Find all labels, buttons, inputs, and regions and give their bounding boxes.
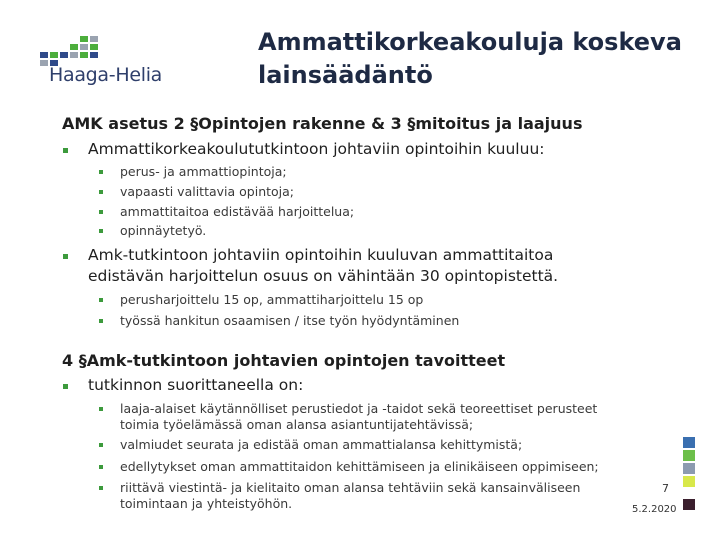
section2-sub-item: laaja-alaiset käytännölliset perustiedot ja -taidot sekä teoreettiset perusteet xyxy=(120,401,598,416)
section2-bullet1: tutkinnon suorittaneella on: xyxy=(88,376,304,394)
sub-bullet-icon xyxy=(99,210,103,214)
bullet-icon xyxy=(63,254,68,259)
sub-bullet-icon xyxy=(99,170,103,174)
sub-bullet-icon xyxy=(99,229,103,233)
section1-bullet1: Ammattikorkeakoulututkintoon johtaviin opintoihin kuuluu: xyxy=(88,140,545,158)
section2-sub-item: riittävä viestintä- ja kielitaito oman alansa tehtäviin sekä kansainväliseen xyxy=(120,480,581,495)
logo-text: Haaga-Helia xyxy=(49,64,163,86)
bullet-icon xyxy=(63,384,68,389)
sub-bullet-icon xyxy=(99,407,103,411)
bullet-icon xyxy=(63,148,68,153)
section1-heading: AMK asetus 2 §Opintojen rakenne & 3 §mitoitus ja laajuus xyxy=(62,114,583,133)
sub-bullet-icon xyxy=(99,443,103,447)
page-title xyxy=(258,26,718,92)
section2-sub-item-cont: toimia työelämässä oman alansa asiantuntijatehtävissä; xyxy=(120,417,474,432)
square-icon xyxy=(683,499,695,510)
page-number: 7 xyxy=(662,482,669,495)
sub-bullet-icon xyxy=(99,319,103,323)
section2-sub-item-cont: toimintaan ja yhteistyöhön. xyxy=(120,496,293,511)
section2-heading: 4 §Amk-tutkintoon johtavien opintojen tavoitteet xyxy=(62,351,506,370)
section1-sub-item: työssä hankitun osaamisen / itse työn hyödyntäminen xyxy=(120,313,460,328)
section2-sub-item: valmiudet seurata ja edistää oman ammattialansa kehittymistä; xyxy=(120,437,523,452)
section1-sub-item: perus- ja ammattiopintoja; xyxy=(120,164,287,179)
square-icon xyxy=(683,476,695,487)
square-icon xyxy=(683,463,695,474)
section1-bullet2-line1: Amk-tutkintoon johtaviin opintoihin kuuluvan ammattitaitoa xyxy=(88,246,554,264)
section1-sub-item: opinnäytetyö. xyxy=(120,223,207,238)
sub-bullet-icon xyxy=(99,486,103,490)
sub-bullet-icon xyxy=(99,190,103,194)
sub-bullet-icon xyxy=(99,465,103,469)
section1-sub-item: ammattitaitoa edistävää harjoittelua; xyxy=(120,204,355,219)
slide-date: 5.2.2020 xyxy=(632,504,677,515)
section2-sub-item: edellytykset oman ammattitaidon kehittämiseen ja elinikäiseen oppimiseen; xyxy=(120,459,599,474)
section1-bullet2-line2: edistävän harjoittelun osuus on vähintään 30 opintopistettä. xyxy=(88,267,559,285)
square-icon xyxy=(683,450,695,461)
logo-mark-icon xyxy=(40,36,120,66)
title-line-2: lainsäädäntö xyxy=(258,61,433,89)
sub-bullet-icon xyxy=(99,298,103,302)
title-line-1: Ammattikorkeakouluja koskeva xyxy=(258,28,682,56)
section1-sub-item: perusharjoittelu 15 op, ammattiharjoittelu 15 op xyxy=(120,292,424,307)
square-icon xyxy=(683,437,695,448)
section1-sub-item: vapaasti valittavia opintoja; xyxy=(120,184,295,199)
decorative-squares xyxy=(683,437,695,512)
